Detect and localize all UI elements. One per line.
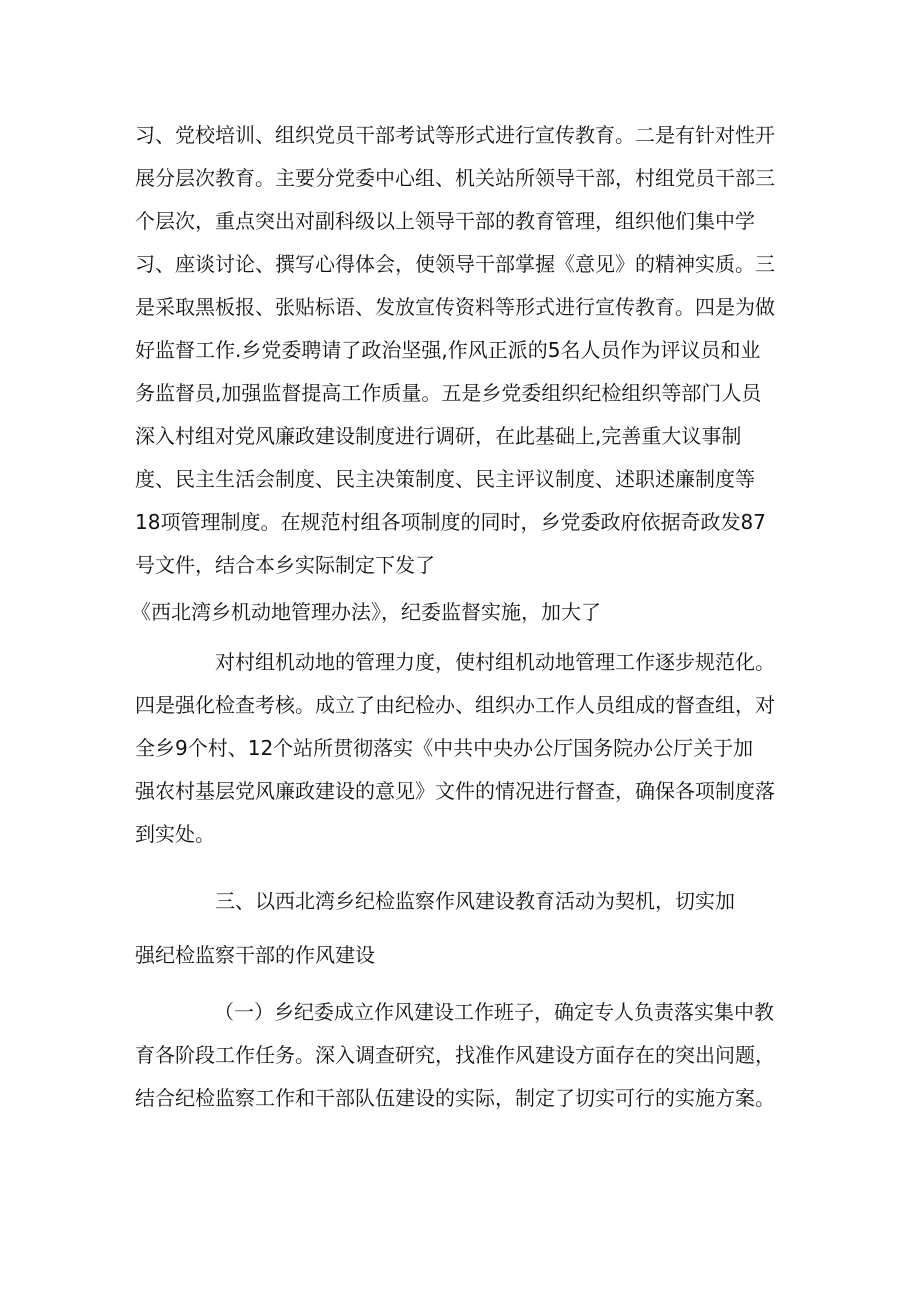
text-line-22: 结合纪检监察工作和干部队伍建设的实际，制定了切实可行的实施方案。 <box>135 1086 775 1110</box>
text-line-16: 强农村基层党风廉政建设的意见》文件的情况进行督查，确保各项制度落 <box>135 779 775 803</box>
text-line-11: 号文件，结合本乡实际制定下发了 <box>135 553 435 577</box>
text-line-2: 展分层次教育。主要分党委中心组、机关站所领导干部，村组党员干部三 <box>135 166 775 190</box>
text-line-8: 深入村组对党风廉政建设制度进行调研，在此基础上,完善重大议事制 <box>135 424 742 448</box>
text-line-1: 习、党校培训、组织党员干部考试等形式进行宣传教育。二是有针对性开 <box>135 123 775 147</box>
section-heading-line-1: 三、以西北湾乡纪检监察作风建设教育活动为契机，切实加 <box>215 889 735 913</box>
text-line-5: 是采取黑板报、张贴标语、发放宣传资料等形式进行宣传教育。四是为做 <box>135 295 775 319</box>
text-line-14: 四是强化检查考核。成立了由纪检办、组织办工作人员组成的督查组，对 <box>135 693 775 717</box>
text-line-17: 到实处。 <box>135 822 215 846</box>
text-line-7: 务监督员,加强监督提高工作质量。五是乡党委组织纪检组织等部门人员 <box>135 381 762 405</box>
section-heading-line-2: 强纪检监察干部的作风建设 <box>135 943 375 967</box>
text-line-15: 全乡9个村、12个站所贯彻落实《中共中央办公厅国务院办公厅关于加 <box>135 736 754 760</box>
text-line-4: 习、座谈讨论、撰写心得体会，使领导干部掌握《意见》的精神实质。三 <box>135 252 775 276</box>
text-line-13: 对村组机动地的管理力度，使村组机动地管理工作逐步规范化。 <box>215 650 775 674</box>
text-line-21: 育各阶段工作任务。深入调查研究，找准作风建设方面存在的突出问题， <box>135 1043 775 1067</box>
text-line-10: 18项管理制度。在规范村组各项制度的同时，乡党委政府依据奇政发87 <box>135 510 766 534</box>
text-line-3: 个层次，重点突出对副科级以上领导干部的教育管理，组织他们集中学 <box>135 209 755 233</box>
text-line-12: 《西北湾乡机动地管理办法》，纪委监督实施，加大了 <box>131 600 601 624</box>
text-line-6: 好监督工作.乡党委聘请了政治坚强,作风正派的5名人员作为评议员和业 <box>135 338 761 362</box>
text-line-20: （一）乡纪委成立作风建设工作班子，确定专人负责落实集中教 <box>214 1000 774 1024</box>
text-line-9: 度、民主生活会制度、民主决策制度、民主评议制度、述职述廉制度等 <box>135 467 755 491</box>
